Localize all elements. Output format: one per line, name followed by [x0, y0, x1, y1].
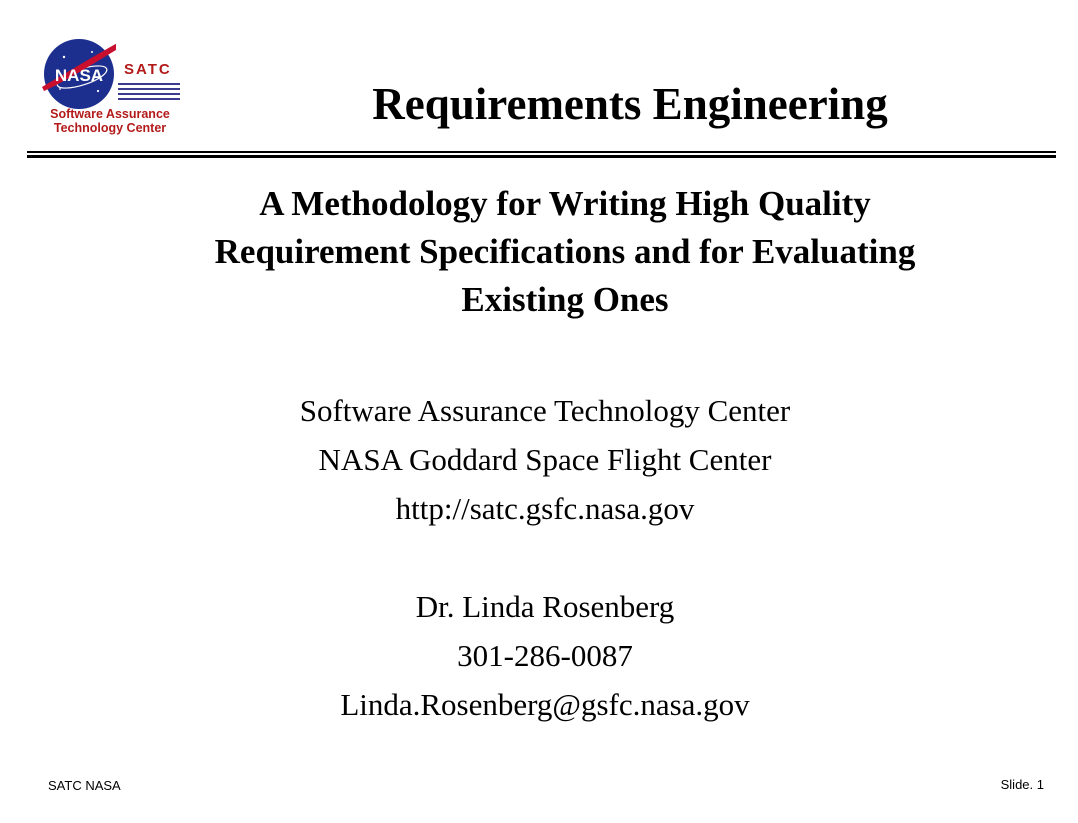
satc-wordmark: SATC	[124, 61, 172, 78]
slide-number: Slide. 1	[1000, 777, 1044, 792]
logo-org-line-2: Technology Center	[53, 121, 167, 135]
title-rule-thin	[27, 151, 1056, 153]
logo-org-name	[36, 107, 184, 135]
subtitle-line: A Methodology for Writing High Quality	[259, 184, 871, 223]
slide-subtitle	[120, 180, 1010, 324]
nasa-meatball-icon	[42, 37, 116, 111]
subtitle-line: Requirement Specifications and for Evaluating	[214, 232, 916, 271]
spacer	[200, 533, 890, 582]
slide-title: Requirements Engineering	[372, 79, 888, 129]
author-name: Dr. Linda Rosenberg	[415, 589, 675, 624]
footer-org: SATC NASA	[48, 778, 121, 793]
parent-organization: NASA Goddard Space Flight Center	[318, 442, 772, 477]
subtitle-line: Existing Ones	[461, 280, 669, 319]
contact-block	[200, 386, 890, 729]
organization-name: Software Assurance Technology Center	[299, 393, 791, 428]
nasa-globe-icon	[42, 37, 116, 111]
author-phone: 301-286-0087	[457, 638, 633, 673]
logo-stripes	[118, 83, 180, 103]
author-email: Linda.Rosenberg@gsfc.nasa.gov	[340, 687, 750, 722]
title-rule-thick	[27, 155, 1056, 158]
satc-logo	[34, 33, 184, 139]
nasa-wordmark: NASA	[54, 66, 104, 85]
logo-org-line-1: Software Assurance	[50, 107, 170, 121]
organization-url: http://satc.gsfc.nasa.gov	[395, 491, 695, 526]
